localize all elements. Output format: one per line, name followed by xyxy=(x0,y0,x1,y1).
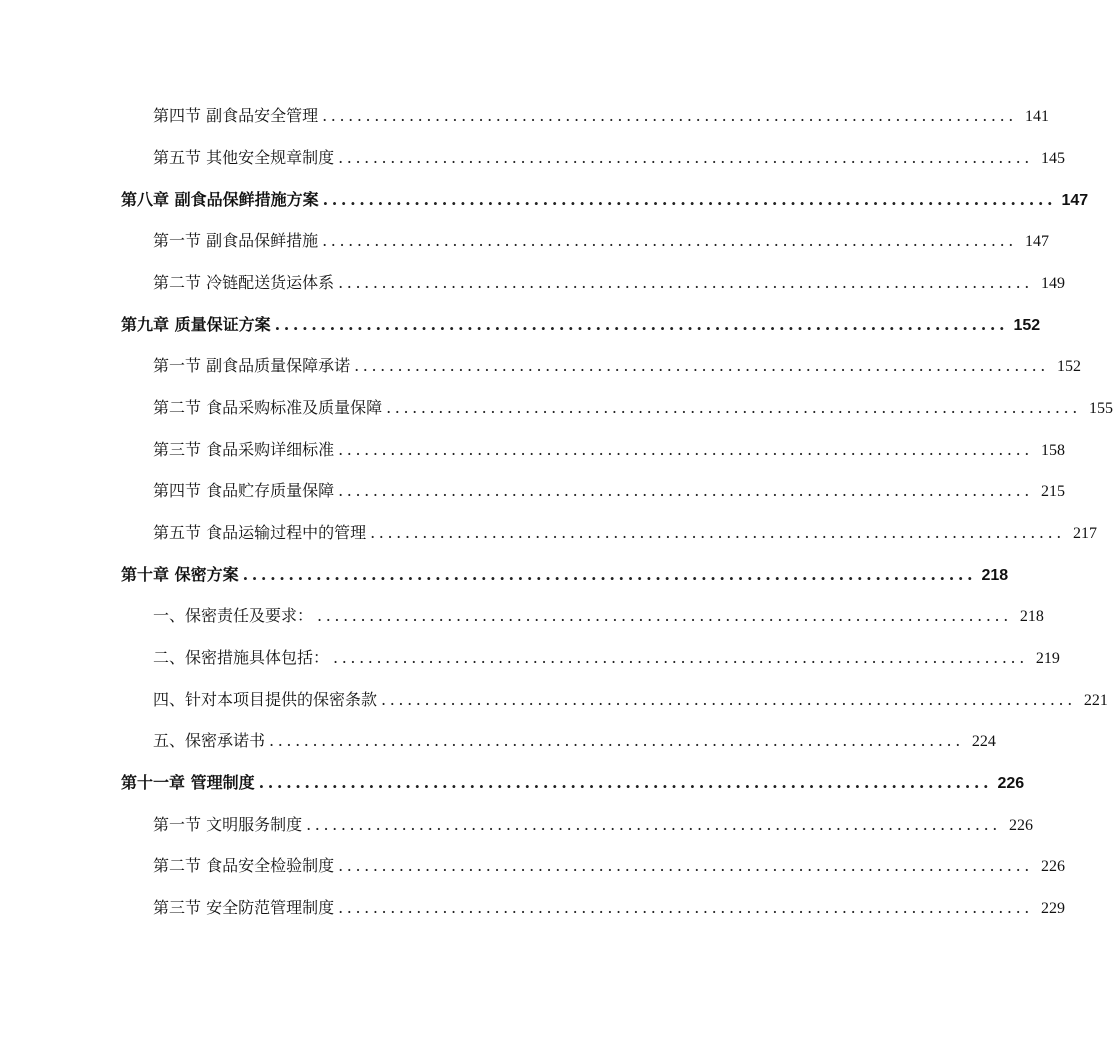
toc-entry-title: 第八章 副食品保鲜措施方案 xyxy=(121,190,319,209)
toc-entry-page: 218 xyxy=(1019,608,1044,625)
toc-entry-title: 第二节 食品采购标准及质量保障 xyxy=(153,398,383,417)
toc-entry[interactable] xyxy=(153,96,1049,136)
toc-entry-page: 152 xyxy=(1056,358,1081,375)
toc-entry-page: 141 xyxy=(1024,108,1049,125)
toc-entry-title: 一、保密责任及要求： xyxy=(153,606,314,625)
dot-leader: ................................................................................ xyxy=(333,648,1028,667)
toc-entry[interactable] xyxy=(153,430,1065,470)
toc-entry-page: 221 xyxy=(1083,692,1108,709)
dot-leader: ................................................................................ xyxy=(306,815,1001,834)
toc-entry[interactable] xyxy=(121,180,1089,220)
toc-entry[interactable] xyxy=(153,513,1097,553)
toc-entry-page: 226 xyxy=(1008,817,1033,834)
dot-leader: ................................................................................ xyxy=(338,856,1033,875)
toc-entry-page: 145 xyxy=(1040,150,1065,167)
dot-leader: ................................................................................ xyxy=(338,440,1033,459)
toc-entry-page: 226 xyxy=(997,775,1025,792)
toc-entry-title: 五、保密承诺书 xyxy=(153,731,266,750)
dot-leader: ................................................................................ xyxy=(269,731,964,750)
dot-leader: ................................................................................ xyxy=(338,148,1033,167)
toc-entry-title: 第十一章 管理制度 xyxy=(121,773,255,792)
toc-entry-title: 第一节 副食品质量保障承诺 xyxy=(153,356,351,375)
toc-entry[interactable] xyxy=(153,846,1065,886)
dot-leader: ................................................................................ xyxy=(322,190,1057,209)
toc-entry-title: 第五节 食品运输过程中的管理 xyxy=(153,523,367,542)
toc-entry[interactable] xyxy=(153,638,1060,678)
dot-leader: ................................................................................ xyxy=(386,398,1081,417)
toc-entry[interactable] xyxy=(121,763,1025,803)
toc-entry-title: 第四节 食品贮存质量保障 xyxy=(153,481,335,500)
dot-leader: ................................................................................ xyxy=(258,773,993,792)
toc-entry-page: 219 xyxy=(1035,650,1060,667)
toc-entry[interactable] xyxy=(153,721,996,761)
toc-entry[interactable] xyxy=(153,221,1049,261)
toc-entry[interactable] xyxy=(153,596,1044,636)
toc-entry-title: 第四节 副食品安全管理 xyxy=(153,106,319,125)
toc-entry[interactable] xyxy=(153,263,1065,303)
toc-entry-title: 第二节 冷链配送货运体系 xyxy=(153,273,335,292)
toc-entry-page: 229 xyxy=(1040,900,1065,917)
toc-entry-title: 第三节 食品采购详细标准 xyxy=(153,440,335,459)
dot-leader: ................................................................................ xyxy=(322,106,1017,125)
toc-entry-title: 第九章 质量保证方案 xyxy=(121,315,271,334)
dot-leader: ................................................................................ xyxy=(322,231,1017,250)
toc-entry-page: 149 xyxy=(1040,275,1065,292)
dot-leader: ................................................................................ xyxy=(274,315,1009,334)
toc-entry[interactable] xyxy=(153,805,1033,845)
toc-entry-title: 二、保密措施具体包括： xyxy=(153,648,330,667)
toc-entry-page: 224 xyxy=(971,733,996,750)
toc-entry-page: 147 xyxy=(1061,192,1089,209)
toc-entry-title: 第三节 安全防范管理制度 xyxy=(153,898,335,917)
toc-entry[interactable] xyxy=(153,138,1065,178)
dot-leader: ................................................................................ xyxy=(370,523,1065,542)
toc-entry-title: 第五节 其他安全规章制度 xyxy=(153,148,335,167)
toc-entry[interactable] xyxy=(121,555,1009,595)
dot-leader: ................................................................................ xyxy=(354,356,1049,375)
dot-leader: ................................................................................ xyxy=(317,606,1012,625)
dot-leader: ................................................................................ xyxy=(338,273,1033,292)
toc-entry[interactable] xyxy=(153,388,1113,428)
toc-entry-page: 147 xyxy=(1024,233,1049,250)
toc-entry-page: 218 xyxy=(981,567,1009,584)
toc-entry[interactable] xyxy=(121,305,1041,345)
toc-entry-title: 四、针对本项目提供的保密条款 xyxy=(153,690,378,709)
dot-leader: ................................................................................ xyxy=(338,898,1033,917)
toc-entry[interactable] xyxy=(153,346,1081,386)
toc-entry[interactable] xyxy=(153,471,1065,511)
toc-entry-page: 158 xyxy=(1040,442,1065,459)
toc-entry-page: 226 xyxy=(1040,858,1065,875)
toc-entry[interactable] xyxy=(153,888,1065,928)
dot-leader: ................................................................................ xyxy=(381,690,1076,709)
toc-entry-title: 第一节 文明服务制度 xyxy=(153,815,303,834)
toc-entry-title: 第二节 食品安全检验制度 xyxy=(153,856,335,875)
toc-entry-title: 第一节 副食品保鲜措施 xyxy=(153,231,319,250)
toc-entry-page: 215 xyxy=(1040,483,1065,500)
dot-leader: ................................................................................ xyxy=(242,565,977,584)
toc-entry-title: 第十章 保密方案 xyxy=(121,565,239,584)
toc-entry-page: 155 xyxy=(1088,400,1113,417)
toc-entry[interactable] xyxy=(153,680,1108,720)
dot-leader: ................................................................................ xyxy=(338,481,1033,500)
toc-entry-page: 217 xyxy=(1072,525,1097,542)
toc-entry-page: 152 xyxy=(1013,317,1041,334)
